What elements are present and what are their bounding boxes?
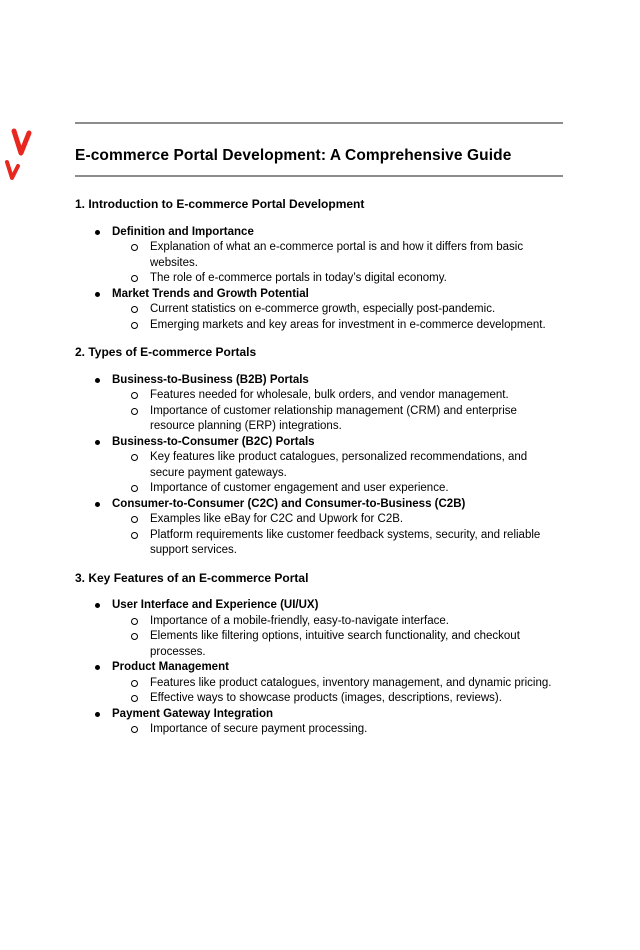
sub-item-text: Examples like eBay for C2C and Upwork for C2B. [150, 513, 404, 525]
circle-bullet-icon [131, 695, 138, 702]
document-title: E-commerce Portal Development: A Comprehensive Guide [75, 147, 512, 164]
sub-item-text: Features like product catalogues, inventory management, and dynamic pricing. [150, 676, 552, 689]
bullet-list-2 [75, 373, 563, 559]
sub-item-text: Elements like filtering options, intuitive search functionality, and checkout processes. [150, 630, 520, 658]
sub-list-item [112, 271, 563, 287]
sub-list-item [112, 404, 563, 435]
circle-bullet-icon [131, 680, 138, 687]
bullet-icon [95, 378, 100, 383]
sub-list-item [112, 528, 563, 559]
sub-item-text: Importance of secure payment processing. [150, 723, 368, 735]
bullet-icon [95, 230, 100, 235]
list-item [75, 435, 563, 497]
sub-list-item [112, 240, 563, 271]
section-heading-3: 3. Key Features of an E-commerce Portal [75, 570, 309, 585]
circle-bullet-icon [131, 408, 138, 415]
list-item [75, 497, 563, 559]
circle-bullet-icon [131, 618, 138, 625]
circle-bullet-icon [131, 322, 138, 329]
bullet-list-3 [75, 598, 563, 738]
sub-item-text: Key features like product catalogues, personalized recommendations, and secure payment gateways. [150, 451, 528, 479]
sub-list-item [112, 450, 563, 481]
sub-item-text: Importance of a mobile-friendly, easy-to-navigate interface. [150, 614, 449, 627]
sub-list-item [112, 614, 563, 630]
list-item-label: Definition and Importance [112, 225, 254, 238]
circle-bullet-icon [131, 275, 138, 282]
circle-bullet-icon [131, 454, 138, 461]
bullet-icon [95, 440, 100, 445]
list-item-label: User Interface and Experience (UI/UX) [112, 599, 319, 611]
circle-bullet-icon [131, 532, 138, 539]
circle-bullet-icon [131, 633, 138, 640]
document-page [0, 122, 640, 950]
sub-list-item [112, 676, 563, 692]
list-item-label: Market Trends and Growth Potential [112, 287, 309, 300]
bullet-list-1 [75, 225, 563, 334]
list-item [75, 660, 563, 707]
list-item-label: Consumer-to-Consumer (C2C) and Consumer-to-Business (C2B) [112, 497, 466, 510]
bullet-icon [95, 603, 100, 608]
circle-bullet-icon [131, 485, 138, 492]
circle-bullet-icon [131, 392, 138, 399]
list-item [75, 225, 563, 287]
sub-list-item [112, 318, 563, 334]
list-item [75, 598, 563, 660]
sub-item-text: The role of e-commerce portals in today’s digital economy. [150, 272, 447, 284]
list-item-label: Business-to-Business (B2B) Portals [112, 373, 309, 386]
circle-bullet-icon [131, 516, 138, 523]
bullet-icon [95, 665, 100, 670]
sub-item-text: Platform requirements like customer feedback systems, security, and reliable support services. [150, 528, 541, 556]
bullet-icon [95, 712, 100, 717]
sub-item-text: Features needed for wholesale, bulk orders, and vendor management. [150, 389, 509, 401]
circle-bullet-icon [131, 244, 138, 251]
sub-item-text: Current statistics on e-commerce growth, especially post-pandemic. [150, 303, 496, 315]
list-item-label: Product Management [112, 661, 229, 673]
sub-list-item [112, 722, 563, 738]
horizontal-rule-bottom [75, 175, 563, 177]
bullet-icon [95, 292, 100, 297]
list-item [75, 287, 563, 334]
horizontal-rule-top [75, 122, 563, 124]
list-item-label: Payment Gateway Integration [112, 707, 274, 720]
sub-list-item [112, 629, 563, 660]
list-item [75, 373, 563, 435]
circle-bullet-icon [131, 726, 138, 733]
sub-list-item [112, 691, 563, 707]
list-item [75, 707, 563, 738]
sub-item-text: Importance of customer relationship management (CRM) and enterprise resource planning (ERP) integrations. [150, 404, 517, 432]
list-item-label: Business-to-Consumer (B2C) Portals [112, 435, 315, 448]
sub-item-text: Importance of customer engagement and user experience. [150, 482, 449, 494]
sub-list-item [112, 481, 563, 497]
sub-list-item [112, 512, 563, 528]
bullet-icon [95, 502, 100, 507]
sub-list-item [112, 388, 563, 404]
section-heading-2: 2. Types of E-commerce Portals [75, 345, 257, 359]
sub-item-text: Explanation of what an e-commerce portal is and how it differs from basic websites. [150, 241, 524, 269]
sub-list-item [112, 302, 563, 318]
sub-item-text: Effective ways to showcase products (images, descriptions, reviews). [150, 692, 502, 704]
sub-item-text: Emerging markets and key areas for investment in e-commerce development. [150, 318, 546, 331]
circle-bullet-icon [131, 306, 138, 313]
section-heading-1: 1. Introduction to E-commerce Portal Development [75, 197, 365, 211]
document-content [0, 122, 640, 738]
